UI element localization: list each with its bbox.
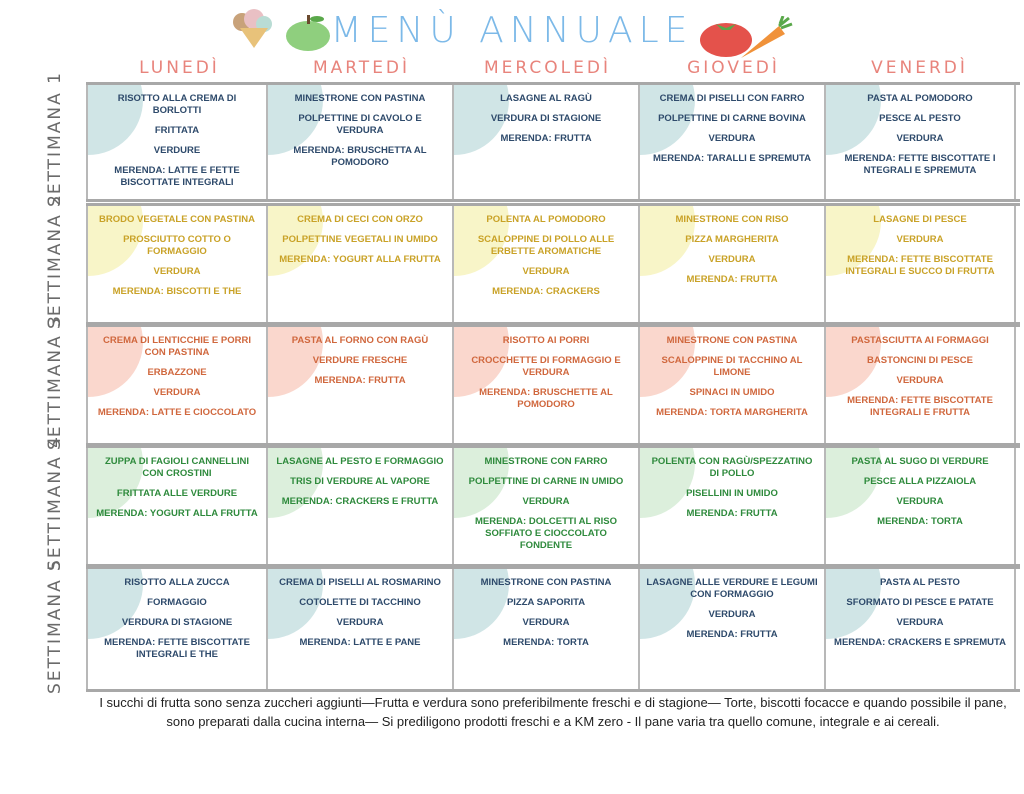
menu-item: MERENDA: TORTA xyxy=(503,637,589,648)
menu-title-text: MENÙ ANNUALE xyxy=(330,10,694,51)
week-label-text: SETTIMANA 2 xyxy=(45,193,66,329)
menu-item: COTOLETTE DI TACCHINO xyxy=(299,597,421,608)
menu-cell xyxy=(454,327,640,443)
menu-item: LASAGNE AL PESTO E FORMAGGIO xyxy=(276,456,444,467)
menu-item: MERENDA: FETTE BISCOTTATE INTEGRALI E FRUTTA xyxy=(847,395,993,418)
day-header-thursday: GIOVEDÌ xyxy=(687,58,780,78)
menu-item: PASTASCIUTTA AI FORMAGGI xyxy=(851,335,989,346)
menu-item: VERDURA xyxy=(153,266,201,277)
menu-cell xyxy=(86,206,268,322)
menu-item: CREMA DI CECI CON ORZO xyxy=(297,214,423,225)
menu-item: MERENDA: DOLCETTI AL RISO SOFFIATO E CIOCCOLATO FONDENTE xyxy=(475,516,617,551)
menu-item: SFORMATO DI PESCE E PATATE xyxy=(846,597,994,608)
menu-cell xyxy=(640,85,826,199)
week-row xyxy=(86,324,1020,446)
menu-item: TRIS DI VERDURE AL VAPORE xyxy=(290,476,430,487)
week-row xyxy=(86,566,1020,692)
menu-cell xyxy=(454,448,640,564)
menu-item: MERENDA: TORTA xyxy=(877,516,963,527)
menu-item: VERDURA DI STAGIONE xyxy=(490,113,602,124)
menu-item: MERENDA: FRUTTA xyxy=(686,629,778,640)
menu-item: MERENDA: FETTE BISCOTTATE I NTEGRALI E SPREMUTA xyxy=(844,153,996,176)
menu-item: MERENDA: CRACKERS E SPREMUTA xyxy=(834,637,1006,648)
week-row xyxy=(86,445,1020,567)
menu-item: MERENDA: FRUTTA xyxy=(314,375,406,386)
menu-item: VERDURA xyxy=(896,617,944,628)
menu-item: MERENDA: BISCOTTI E THE xyxy=(112,286,242,297)
menu-cell xyxy=(86,327,268,443)
menu-item: PASTA AL POMODORO xyxy=(867,93,973,104)
menu-cell xyxy=(826,569,1016,689)
week-label-text: SETTIMANA 4 xyxy=(45,435,66,571)
menu-item: MERENDA: CRACKERS xyxy=(492,286,600,297)
menu-item: VERDURA xyxy=(522,266,570,277)
week-label-text: SETTIMANA 3 xyxy=(45,314,66,450)
menu-cell xyxy=(826,327,1016,443)
menu-item: MERENDA: FRUTTA xyxy=(686,274,778,285)
menu-item: MERENDA: BRUSCHETTA AL POMODORO xyxy=(293,145,427,168)
menu-item: RISOTTO ALLA CREMA DI BORLOTTI xyxy=(117,93,237,116)
day-header-tuesday: MARTEDÌ xyxy=(312,58,411,78)
week-label-5 xyxy=(28,558,82,694)
menu-item: VERDURA xyxy=(708,609,756,620)
menu-item: MERENDA: CRACKERS E FRUTTA xyxy=(281,496,439,507)
menu-item: VERDURA xyxy=(896,133,944,144)
menu-item: MERENDA: BRUSCHETTE AL POMODORO xyxy=(479,387,613,410)
menu-cell xyxy=(86,569,268,689)
menu-item: SCALOPPINE DI TACCHINO AL LIMONE xyxy=(661,355,803,378)
week-label-4 xyxy=(28,435,82,571)
menu-item: FRITTATA xyxy=(154,125,200,136)
menu-item: RISOTTO ALLA ZUCCA xyxy=(124,577,230,588)
menu-item: ZUPPA DI FAGIOLI CANNELLINI CON CROSTINI xyxy=(104,456,250,479)
menu-item: POLPETTINE VEGETALI IN UMIDO xyxy=(282,234,438,245)
menu-item: VERDURA xyxy=(153,387,201,398)
menu-item: FORMAGGIO xyxy=(147,597,207,608)
menu-item: VERDURA xyxy=(336,617,384,628)
menu-cell xyxy=(826,206,1016,322)
menu-item: MERENDA: TARALLI E SPREMUTA xyxy=(653,153,811,164)
menu-cell xyxy=(86,85,268,199)
menu-item: MINESTRONE CON RISO xyxy=(675,214,789,225)
menu-cell xyxy=(454,569,640,689)
menu-item: VERDURA xyxy=(896,234,944,245)
menu-cell xyxy=(268,569,454,689)
menu-cell xyxy=(268,85,454,199)
menu-item: LASAGNE DI PESCE xyxy=(873,214,967,225)
footer-note: I succhi di frutta sono senza zuccheri aggiunti—Frutta e verdura sono preferibilmente freschi e di stagione— Torte, biscotti focacce e quando possibile il pane, sono preparati dalla cucina interna— Si prediligono prodotti freschi e a KM zero - Il pane varia tra quello comune, integrale e ai cereali. xyxy=(99,695,1007,729)
menu-item: CREMA DI LENTICCHIE E PORRI CON PASTINA xyxy=(103,335,251,358)
day-header-friday: VENERDÌ xyxy=(871,58,968,78)
menu-item: VERDURE xyxy=(153,145,201,156)
menu-item: PASTA AL FORNO CON RAGÙ xyxy=(291,335,429,346)
menu-item: PASTA AL SUGO DI VERDURE xyxy=(851,456,989,467)
day-header-wednesday: MERCOLEDÌ xyxy=(484,58,611,78)
menu-item: PESCE AL PESTO xyxy=(879,113,961,124)
menu-item: ERBAZZONE xyxy=(147,367,207,378)
menu-cell xyxy=(640,327,826,443)
menu-item: MERENDA: LATTE E FETTE BISCOTTATE INTEGRALI xyxy=(114,165,240,188)
menu-item: MERENDA: FRUTTA xyxy=(686,508,778,519)
menu-item: POLPETTINE DI CARNE BOVINA xyxy=(658,113,806,124)
menu-item: PROSCIUTTO COTTO O FORMAGGIO xyxy=(123,234,231,257)
week-row xyxy=(86,203,1020,325)
menu-item: VERDURA DI STAGIONE xyxy=(121,617,233,628)
menu-item: CREMA DI PISELLI AL ROSMARINO xyxy=(279,577,441,588)
menu-item: POLENTA AL POMODORO xyxy=(486,214,606,225)
menu-item: PIZZA SAPORITA xyxy=(506,597,586,608)
menu-item: PESCE ALLA PIZZAIOLA xyxy=(863,476,977,487)
menu-item: MERENDA: YOGURT ALLA FRUTTA xyxy=(96,508,258,519)
menu-item: MINESTRONE CON FARRO xyxy=(484,456,608,467)
menu-item: VERDURA xyxy=(708,254,756,265)
menu-item: MINESTRONE CON PASTINA xyxy=(294,93,426,104)
menu-item: MINESTRONE CON PASTINA xyxy=(666,335,798,346)
menu-item: MERENDA: FRUTTA xyxy=(500,133,592,144)
menu-cell xyxy=(268,327,454,443)
menu-item: MINESTRONE CON PASTINA xyxy=(480,577,612,588)
menu-cell xyxy=(640,206,826,322)
menu-item: VERDURA xyxy=(708,133,756,144)
menu-item: MERENDA: FETTE BISCOTTATE INTEGRALI E SUCCO DI FRUTTA xyxy=(845,254,995,277)
menu-item: POLPETTINE DI CARNE IN UMIDO xyxy=(468,476,624,487)
menu-cell xyxy=(268,206,454,322)
menu-item: VERDURE FRESCHE xyxy=(312,355,408,366)
week-row xyxy=(86,82,1020,202)
menu-item: MERENDA: TORTA MARGHERITA xyxy=(656,407,808,418)
menu-cell xyxy=(826,448,1016,564)
menu-item: MERENDA: LATTE E CIOCCOLATO xyxy=(97,407,257,418)
menu-item: CROCCHETTE DI FORMAGGIO E VERDURA xyxy=(471,355,621,378)
menu-cell xyxy=(86,448,268,564)
week-label-text: SETTIMANA 1 xyxy=(45,71,66,207)
week-label-3 xyxy=(28,314,82,450)
menu-item: VERDURA xyxy=(522,496,570,507)
menu-item: LASAGNE ALLE VERDURE E LEGUMI CON FORMAGGIO xyxy=(646,577,818,600)
day-header-monday: LUNEDÌ xyxy=(139,58,220,78)
menu-item: SPINACI IN UMIDO xyxy=(689,387,775,398)
menu-title xyxy=(0,10,1024,51)
menu-item: PISELLINI IN UMIDO xyxy=(686,488,778,499)
menu-item: MERENDA: LATTE E PANE xyxy=(299,637,421,648)
week-label-1 xyxy=(28,71,82,207)
menu-cell xyxy=(826,85,1016,199)
menu-item: POLENTA CON RAGÙ/SPEZZATINO DI POLLO xyxy=(651,456,813,479)
menu-item: MERENDA: FETTE BISCOTTATE INTEGRALI E THE xyxy=(104,637,250,660)
menu-item: VERDURA xyxy=(896,496,944,507)
menu-item: BRODO VEGETALE CON PASTINA xyxy=(99,214,255,225)
menu-cell xyxy=(640,448,826,564)
menu-item: RISOTTO AI PORRI xyxy=(502,335,590,346)
menu-item: MERENDA: YOGURT ALLA FRUTTA xyxy=(279,254,441,265)
menu-cell xyxy=(640,569,826,689)
menu-item: LASAGNE AL RAGÙ xyxy=(500,93,592,104)
menu-item: POLPETTINE DI CAVOLO E VERDURA xyxy=(298,113,422,136)
menu-item: CREMA DI PISELLI CON FARRO xyxy=(659,93,805,104)
week-label-2 xyxy=(28,193,82,329)
menu-item: PIZZA MARGHERITA xyxy=(685,234,779,245)
menu-item: VERDURA xyxy=(896,375,944,386)
menu-cell xyxy=(454,85,640,199)
week-label-text: SETTIMANA 5 xyxy=(45,558,66,694)
menu-cell xyxy=(268,448,454,564)
menu-item: SCALOPPINE DI POLLO ALLE ERBETTE AROMATICHE xyxy=(477,234,615,257)
menu-item: VERDURA xyxy=(522,617,570,628)
menu-item: FRITTATA ALLE VERDURE xyxy=(116,488,238,499)
menu-item: BASTONCINI DI PESCE xyxy=(867,355,973,366)
menu-cell xyxy=(454,206,640,322)
menu-item: PASTA AL PESTO xyxy=(880,577,960,588)
